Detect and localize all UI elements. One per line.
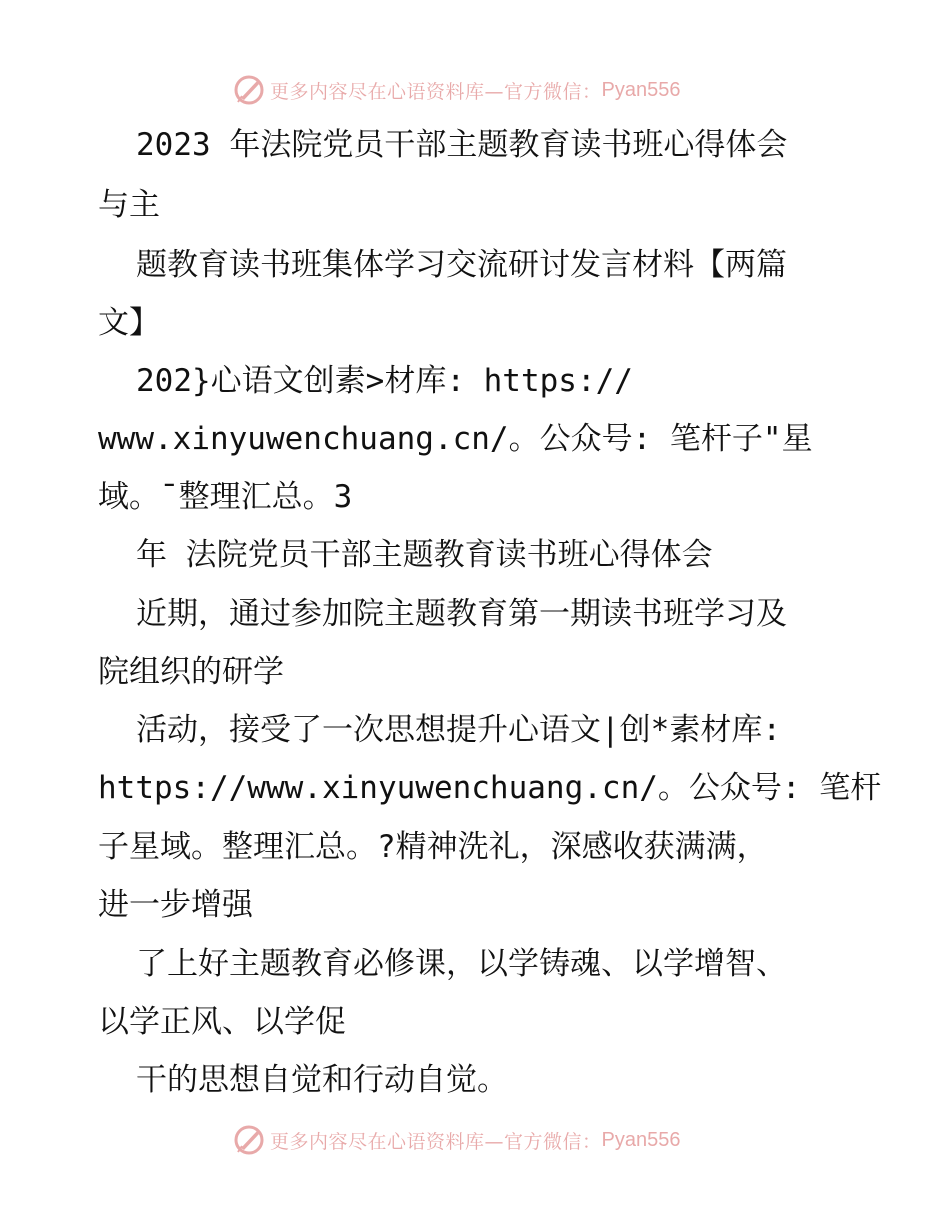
text-line: 与主 bbox=[98, 187, 160, 223]
text-line: 2023 年法院党员干部主题教育读书班心得体会 bbox=[136, 127, 788, 163]
text-line: https://www.xinyuwenchuang.cn/。公众号: 笔杆 bbox=[98, 770, 882, 806]
text-line: 干的思想自觉和行动自觉。 bbox=[136, 1062, 508, 1098]
text-line: 以学正风、以学促 bbox=[98, 1004, 346, 1040]
text-line: 文】 bbox=[98, 305, 160, 341]
watermark-wechat-id: Pyan556 bbox=[601, 78, 681, 101]
quill-logo-icon bbox=[232, 1123, 266, 1157]
quill-logo-icon bbox=[232, 73, 266, 107]
text-line: 202}心语文创素>材库: https:// bbox=[136, 363, 633, 399]
text-line: 近期，通过参加院主题教育第一期读书班学习及 bbox=[136, 596, 787, 632]
header-watermark bbox=[232, 71, 680, 109]
text-line: 域。¯整理汇总。3 bbox=[98, 479, 353, 515]
text-line: www.xinyuwenchuang.cn/。公众号: 笔杆子"星 bbox=[98, 421, 813, 457]
watermark-text: 更多内容尽在心语资料库—官方微信： bbox=[270, 80, 602, 103]
text-line: 进一步增强 bbox=[98, 887, 253, 923]
text-line: 子星域。整理汇总。?精神洗礼，深感收获满满， bbox=[98, 829, 768, 865]
text-line: 题教育读书班集体学习交流研讨发言材料【两篇 bbox=[136, 247, 787, 283]
text-line: 活动，接受了一次思想提升心语文|创*素材库: bbox=[136, 712, 781, 748]
text-line: 了上好主题教育必修课，以学铸魂、以学增智、 bbox=[136, 946, 787, 982]
watermark-text: 更多内容尽在心语资料库—官方微信： bbox=[270, 1130, 602, 1153]
footer-watermark bbox=[232, 1121, 680, 1159]
text-line: 年 法院党员干部主题教育读书班心得体会 bbox=[136, 537, 713, 573]
watermark-wechat-id: Pyan556 bbox=[601, 1128, 681, 1151]
text-line: 院组织的研学 bbox=[98, 654, 284, 690]
